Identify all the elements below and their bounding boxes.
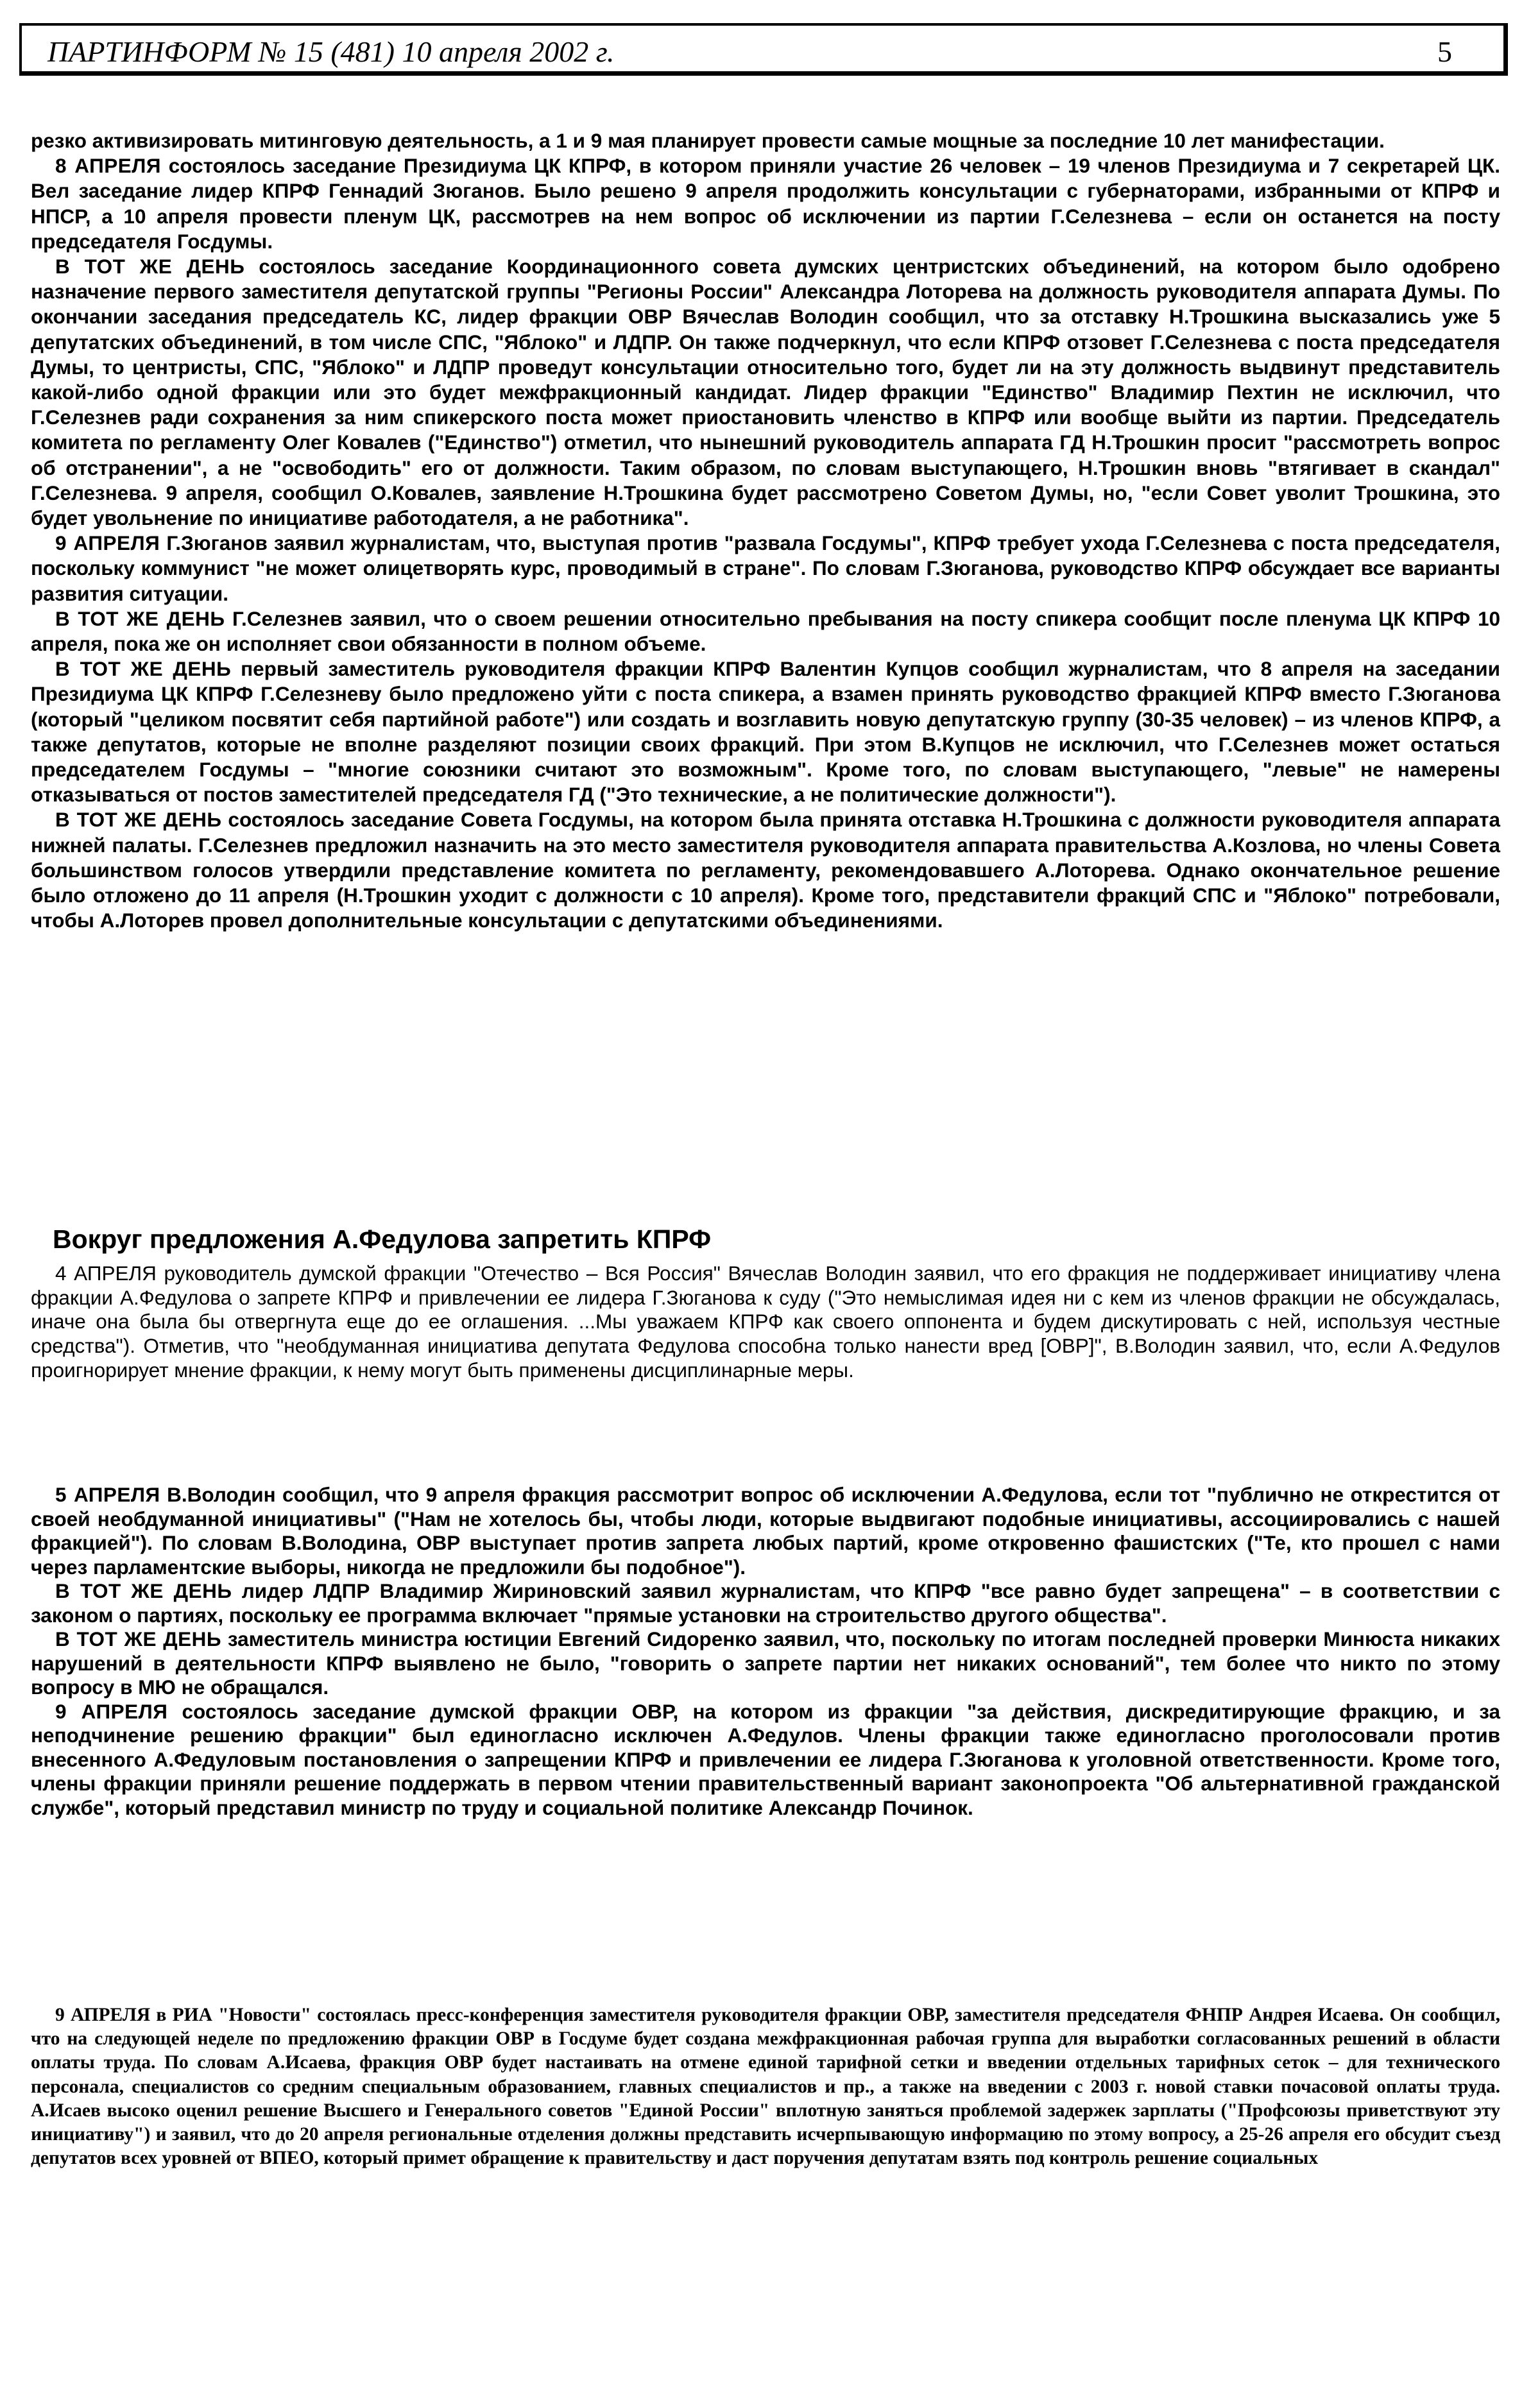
- paragraph-text: состоялось заседание думской фракции ОВР, на котором из фракции "за действия, дискредитирующие фракцию, и за неподчинение решению фракции" был единогласно исключен А.Федулов. Члены фракции также единогласно проголосовали против внесенного А.Федуловым постановления о запрещении КПРФ и привлечении ее лидера Г.Зюганова к уголовной ответственности. Кроме того, члены фракции приняли решение поддержать в первом чтении правительственный вариант законопроекта "Об альтернативной гражданской службе", который представил министр по труду и социальной политике Александр Починок.: [31, 1699, 1500, 1819]
- paragraph-lead: 8 АПРЕЛЯ: [55, 154, 162, 178]
- paragraph-lead: В ТОТ ЖЕ ДЕНЬ: [55, 657, 232, 681]
- paragraph-lead: 9 АПРЕЛЯ: [55, 531, 160, 555]
- paragraph-lead: 5 АПРЕЛЯ: [55, 1483, 160, 1506]
- paragraph-lead: В ТОТ ЖЕ ДЕНЬ: [55, 255, 245, 278]
- paragraph-text: заместитель министра юстиции Евгений Сидоренко заявил, что, поскольку по итогам последней проверки Минюста никаких нарушений в деятельности КПРФ выявлено не было, "говорить о запрете партии нет никаких оснований", тем более что никто по этому вопросу в МЮ не обращался.: [31, 1627, 1500, 1699]
- section-intro: [31, 1262, 1500, 1383]
- paragraph-text: состоялось заседание Координационного совета думских центристских объединений, на котором было одобрено назначение первого заместителя депутатской группы "Регионы России" Александра Лоторева на должность руководителя аппарата Думы. По окончании заседания председатель КС, лидер фракции ОВР Вячеслав Володин сообщил, что за отставку Н.Трошкина высказались уже 5 депутатских объединений, в том числе СПС, "Яблоко" и ЛДПР. Он также подчеркнул, что если КПРФ отзовет Г.Селезнева с поста председателя Думы, то центристы, СПС, "Яблоко" и ЛДПР проведут консультации относительно того, будет ли на эту должность выдвинут представитель какой-либо одной фракции или это будет межфракционный кандидат. Лидер фракции "Единство" Владимир Пехтин не исключил, что Г.Селезнев ради сохранения за ним спикерского поста может приостановить членство в КПРФ или вообще выйти из партии. Председатель комитета по регламенту Олег Ковалев ("Единство") отметил, что нынешний руководитель аппарата ГД Н.Трошкин просит "рассмотреть вопрос об отстранении", а не "освободить" его от должности. Таким образом, по словам выступающего, Н.Трошкин вновь "втягивает в скандал" Г.Селезнева. 9 апреля, сообщил О.Ковалев, заявление Н.Трошкина будет рассмотрено Советом Думы, но, "если Совет уволит Трошкина, это будет увольнение по инициативе работодателя, а не работника".: [31, 255, 1500, 530]
- paragraph-lead: 4 АПРЕЛЯ: [55, 1262, 157, 1285]
- paragraph-lead: В ТОТ ЖЕ ДЕНЬ: [55, 808, 222, 832]
- paragraph: [31, 1262, 1500, 1383]
- paragraph-text: В.Володин сообщил, что 9 апреля фракция рассмотрит вопрос об исключении А.Федулова, если тот "публично не открестится от своей необдуманной инициативы" ("Нам не хотелось бы, чтобы люди, которые выдвигают подобные инициативы, ассоциировались с нашей фракцией"). По словам В.Володина, ОВР выступает против запрета любых партий, кроме откровенно фашистских ("Те, кто прошел с нами через парламентские выборы, никогда не предложили бы подобное").: [31, 1483, 1500, 1579]
- paragraph: [31, 1627, 1500, 1700]
- paragraph: [31, 656, 1500, 807]
- paragraph-text: лидер ЛДПР Владимир Жириновский заявил журналистам, что КПРФ "все равно будет запрещена" – в соответствии с законом о партиях, поскольку ее программа включает "прямые установки на строительство другого общества".: [31, 1579, 1501, 1627]
- paragraph-text: резко активизировать митинговую деятельность, а 1 и 9 мая планирует провести самые мощные за последние 10 лет манифестации.: [31, 129, 1385, 152]
- paragraph: [31, 128, 1500, 153]
- paragraph: [31, 807, 1500, 933]
- paragraph: [31, 153, 1500, 254]
- publication-title: ПАРТИНФОРМ № 15 (481) 10 апреля 2002 г.: [47, 35, 615, 68]
- paragraph: [31, 531, 1500, 606]
- paragraph-text: состоялось заседание Совета Госдумы, на котором была принята отставка Н.Трошкина с должности руководителя аппарата нижней палаты. Г.Селезнев предложил назначить на это место заместителя руководителя аппарата правительства А.Козлова, но члены Совета большинством голосов утвердили представление комитета по регламенту, рекомендовавшего А.Лоторева. Однако окончательное решение было отложено до 11 апреля (Н.Трошкин уходит с должности с 10 апреля). Кроме того, представители фракций СПС и "Яблоко" потребовали, чтобы А.Лоторев провел дополнительные консультации с депутатскими объединениями.: [31, 808, 1500, 932]
- paragraph-text: первый заместитель руководителя фракции КПРФ Валентин Купцов сообщил журналистам, что 8 апреля на заседании Президиума ЦК КПРФ Г.Селезневу было предложено уйти с поста спикера, а взамен принять руководство фракцией КПРФ вместо Г.Зюганова (который "целиком посвятит себя партийной работе") или создать и возглавить новую депутатскую группу (30-35 человек) – из членов КПРФ, а также депутатов, которые не вполне разделяют позиции своих фракций. При этом В.Купцов не исключил, что Г.Селезнев может остаться председателем Госдумы – "многие союзники считают это возможным". Кроме того, по словам выступающего, "левые" не намерены отказываться от постов заместителей председателя ГД ("Это технические, а не политические должности").: [31, 657, 1500, 807]
- paragraph-text: руководитель думской фракции "Отечество – Вся Россия" Вячеслав Володин заявил, что его фракция не поддерживает инициативу члена фракции А.Федулова о запрете КПРФ и привлечении ее лидера Г.Зюганова к суду ("Это немыслимая идея ни с кем из членов фракции не обсуждалась, иначе она была бы отвергнута еще до ее оглашения. ...Мы уважаем КПРФ как своего оппонента и будем дискутировать с ней, используя честные средства"). Отметив, что "необдуманная инициатива депутата Федулова способна только нанести вред [ОВР]", В.Володин заявил, что, если А.Федулов проигнорирует мнение фракции, к нему могут быть применены дисциплинарные меры.: [31, 1262, 1500, 1382]
- paragraph-lead: В ТОТ ЖЕ ДЕНЬ: [55, 606, 225, 630]
- paragraph-lead: 9 АПРЕЛЯ: [55, 1699, 168, 1723]
- paragraph-text: состоялось заседание Президиума ЦК КПРФ, в котором приняли участие 26 человек – 19 членов Президиума и 7 секретарей ЦК. Вел заседание лидер КПРФ Геннадий Зюганов. Было решено 9 апреля продолжить консультации с губернаторами, избранными от КПРФ и НПСР, а 10 апреля провести пленум ЦК, рассмотрев на нем вопрос об исключении из партии Г.Селезнева – если он останется на посту председателя Госдумы.: [31, 154, 1500, 253]
- paragraph: [31, 1483, 1500, 1579]
- paragraph-text: 9 АПРЕЛЯ в РИА "Новости" состоялась пресс-конференция заместителя руководителя фракции ОВР, заместителя председателя ФНПР Андрея Исаева. Он сообщил, что на следующей неделе по предложению фракции ОВР в Госдуме будет создана межфракционная рабочая группа для выработки согласованных решений в области оплаты труда. По словам А.Исаева, фракция ОВР будет настаивать на отмене единой тарифной сетки и введении отдельных тарифных сеток – для технического персонала, специалистов со средним специальным образованием, главных специалистов и пр., а также на введении с 2003 г. новой ставки почасовой оплаты труда. А.Исаев высоко оценил решение Высшего и Генерального советов "Единой России" вплотную заняться проблемой задержек зарплаты ("Профсоюзы приветствуют эту инициативу") и заявил, что до 20 апреля региональные отделения должны представить исчерпывающую информацию по этому вопросу, а 25-26 апреля его обсудит съезд депутатов всех уровней от ВПЕО, который примет обращение к правительству и даст поручения депутатам взять под контроль решение социальных: [31, 2005, 1500, 2169]
- news-section-kprf-duma: [31, 128, 1500, 934]
- paragraph-text: Г.Зюганов заявил журналистам, что, выступая против "развала Госдумы", КПРФ требует ухода Г.Селезнева с поста председателя, поскольку коммунист "не может олицетворять курс, проводимый в стране". По словам Г.Зюганова, руководство КПРФ обсуждает все варианты развития ситуации.: [31, 531, 1500, 605]
- paragraph: [31, 606, 1500, 656]
- paragraph: [31, 1579, 1500, 1627]
- paragraph: [31, 2003, 1500, 2170]
- paragraph-text: Г.Селезнев заявил, что о своем решении относительно пребывания на посту спикера сообщит после пленума ЦК КПРФ 10 апреля, пока же он исполняет свои обязанности в полном объеме.: [31, 606, 1500, 656]
- section-heading: Вокруг предложения А.Федулова запретить КПРФ: [53, 1224, 712, 1254]
- news-section-ovr-press: [31, 2003, 1500, 2170]
- paragraph: [31, 1700, 1500, 1821]
- paragraph-lead: В ТОТ ЖЕ ДЕНЬ: [55, 1579, 232, 1602]
- page-header: [19, 23, 1508, 76]
- page-number: 5: [1437, 35, 1452, 68]
- paragraph: [31, 254, 1500, 531]
- paragraph-lead: В ТОТ ЖЕ ДЕНЬ: [55, 1627, 222, 1650]
- news-section-fedulov: [31, 1483, 1500, 1820]
